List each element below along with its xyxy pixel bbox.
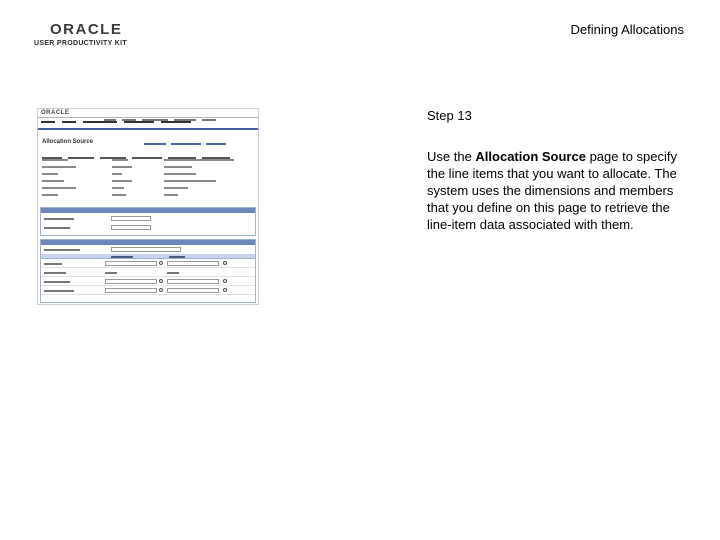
application-screenshot <box>37 108 259 305</box>
oracle-upk-logo <box>34 22 126 48</box>
deck-title: Defining Allocations <box>570 22 684 37</box>
screenshot-page-heading: Allocation Source <box>42 139 94 145</box>
screenshot-step-links <box>42 146 242 150</box>
screenshot-oracle-logo: ORACLE <box>41 110 70 116</box>
step-body-rest: page to specify the line items that you want to allocate. The system uses the dimensions and members that you define on this page to retrieve the line-item data associated with them. <box>427 149 678 232</box>
screenshot-page-actions <box>144 132 254 136</box>
screenshot-topbar <box>38 109 258 118</box>
screenshot-menubar <box>38 121 258 127</box>
step-body-page-name: Allocation Source <box>475 149 586 164</box>
logo-oracle-text: ORACLE <box>50 21 123 38</box>
screenshot-detail-rows <box>42 157 242 199</box>
screenshot-top-links <box>104 111 254 115</box>
screenshot-header-stripe <box>38 128 258 130</box>
step-instructions <box>427 148 693 233</box>
logo-upk-text: USER PRODUCTIVITY KIT <box>34 40 127 47</box>
step-body-intro: Use the <box>427 149 476 164</box>
step-title: Step 13 <box>427 108 472 123</box>
screenshot-allocation-panel <box>40 207 256 236</box>
screenshot-dimensions-panel <box>40 239 256 303</box>
